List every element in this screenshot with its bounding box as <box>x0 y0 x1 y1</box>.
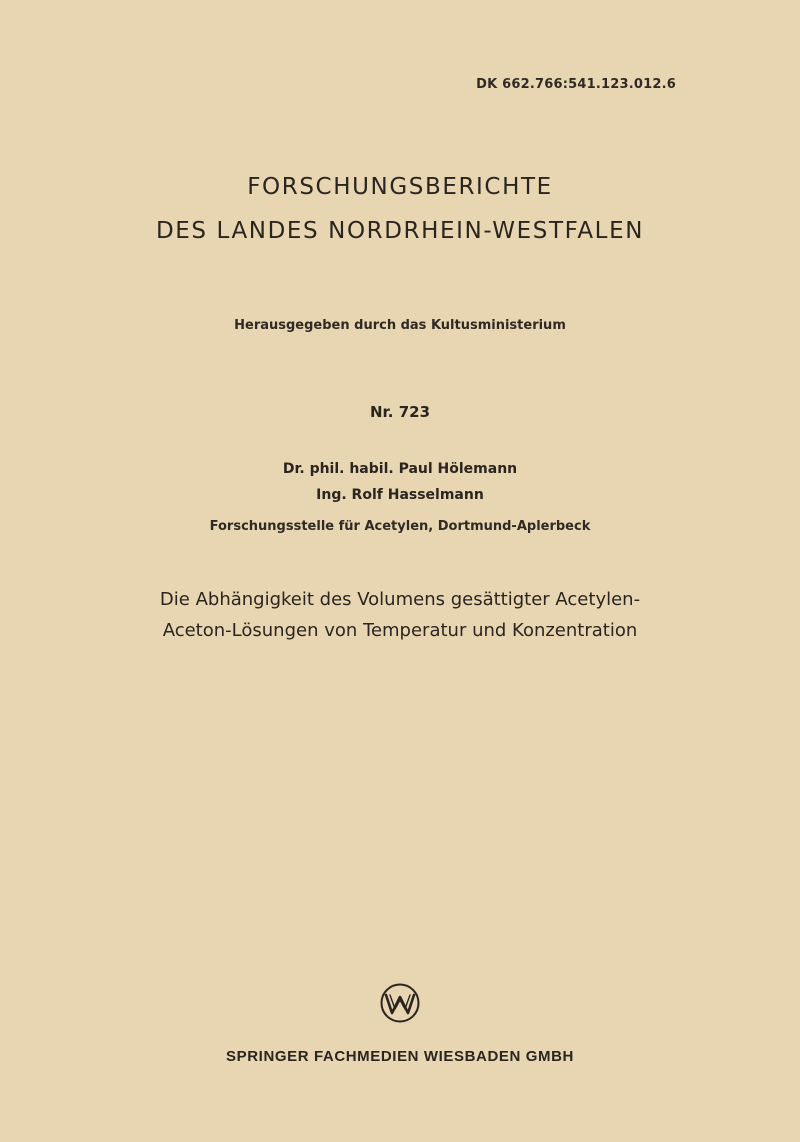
author-2: Ing. Rolf Hasselmann <box>316 487 484 503</box>
authors <box>0 456 800 508</box>
author-1: Dr. phil. habil. Paul Hölemann <box>282 461 518 477</box>
editor-line: Herausgegeben durch das Kultusministerium <box>234 318 566 333</box>
springer-w-logo-icon <box>380 983 420 1023</box>
series-title-line-2: DES LANDES NORDRHEIN-WESTFALEN <box>155 218 645 244</box>
work-title-line-2: Aceton-Lösungen von Temperatur und Konzentration <box>162 620 638 641</box>
issue-number: Nr. 723 <box>369 403 431 421</box>
work-title-line-1: Die Abhängigkeit des Volumens gesättigter Acetylen- <box>159 589 641 610</box>
work-title <box>0 584 800 646</box>
institution: Forschungsstelle für Acetylen, Dortmund-Aplerbeck <box>209 519 591 534</box>
series-title-line-1: FORSCHUNGSBERICHTE <box>247 174 553 200</box>
publisher-name: SPRINGER FACHMEDIEN WIESBADEN GMBH <box>226 1048 574 1065</box>
dk-classification: DK 662.766:541.123.012.6 <box>476 77 676 92</box>
series-title <box>0 165 800 253</box>
